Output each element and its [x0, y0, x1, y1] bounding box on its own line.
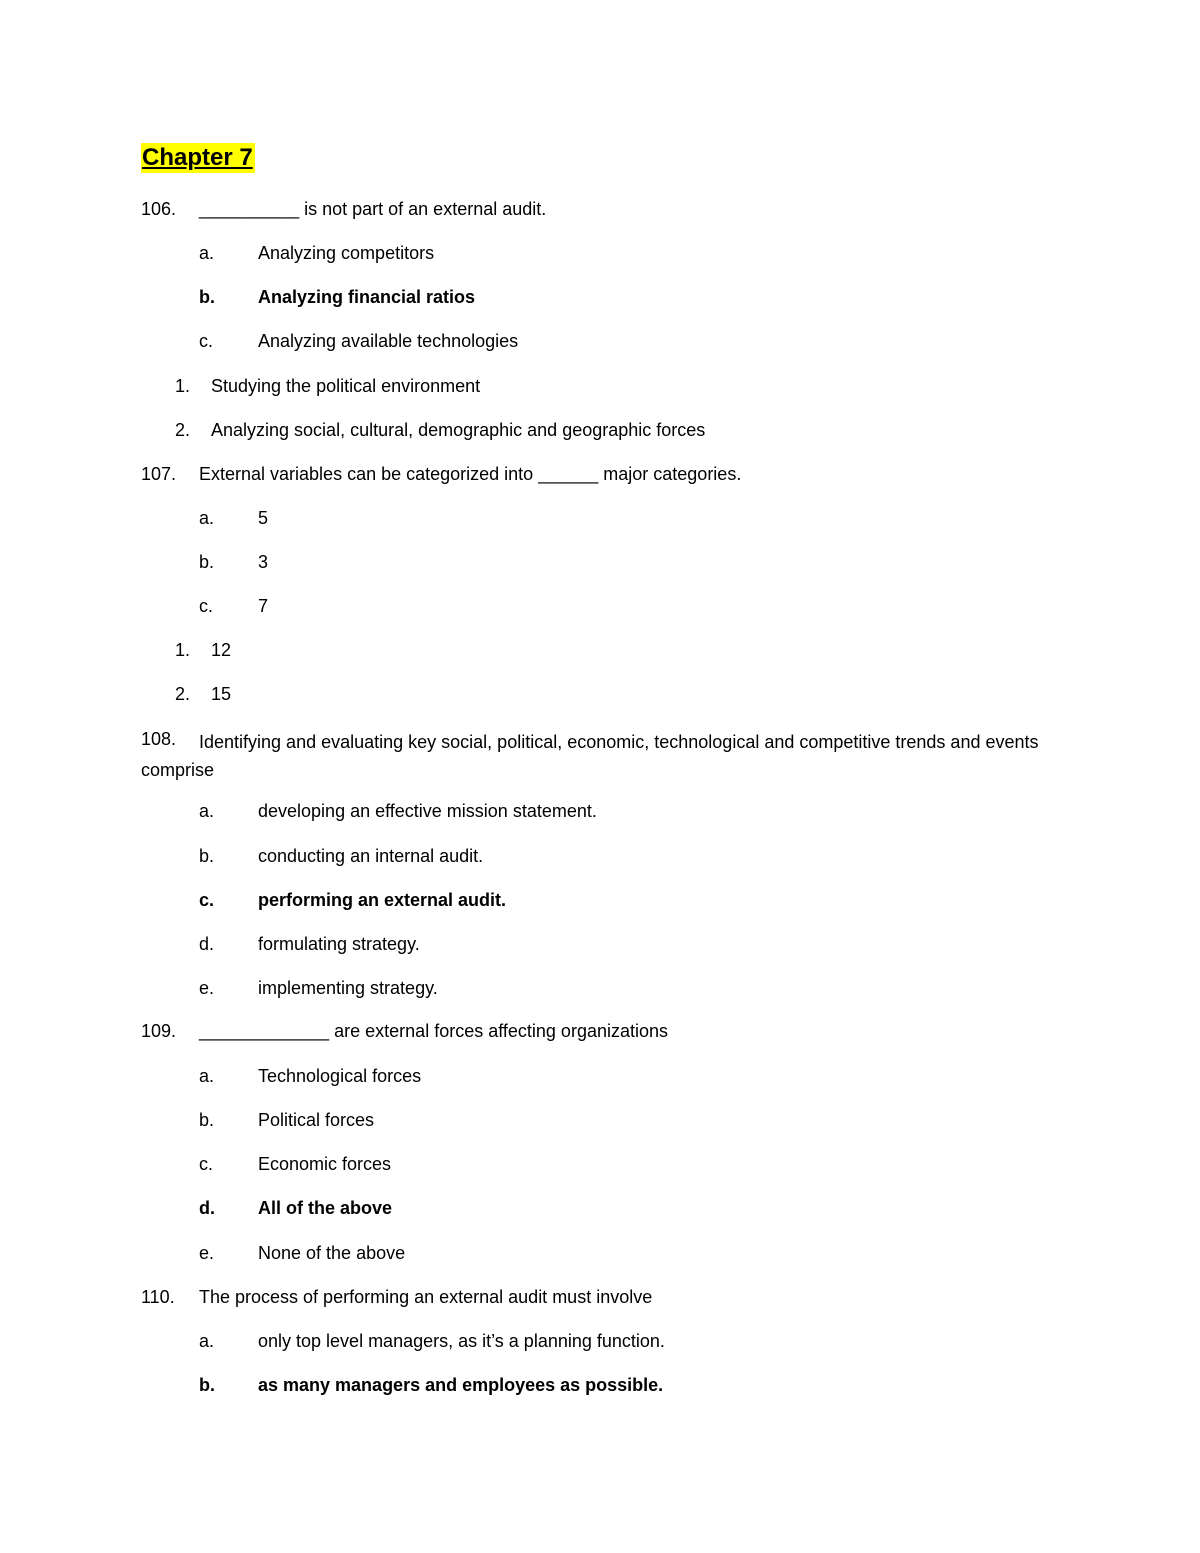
correct-option-text: performing an external audit.: [258, 890, 507, 910]
option-text: developing an effective mission statement.: [258, 801, 597, 821]
option-label: 1.: [175, 376, 191, 396]
option-text: conducting an internal audit.: [258, 846, 484, 866]
option-label: a.: [199, 1331, 215, 1351]
option-text: Analyzing competitors: [258, 243, 435, 263]
option-label: b.: [199, 846, 215, 866]
question-number: 106.: [141, 199, 177, 219]
option-label: 2.: [175, 420, 191, 440]
option-text: 12: [211, 640, 232, 660]
option-text: Studying the political environment: [211, 376, 481, 396]
option-label: a.: [199, 508, 215, 528]
option-label: c.: [199, 596, 214, 616]
option-text: Analyzing available technologies: [258, 331, 519, 351]
correct-option-text: Analyzing financial ratios: [258, 287, 476, 307]
option-label: a.: [199, 243, 215, 263]
question-text: _____________ are external forces affecting organizations: [199, 1021, 669, 1041]
option-label: c.: [199, 331, 214, 351]
option-text: 3: [258, 552, 269, 572]
question-number: 107.: [141, 464, 177, 484]
option-text: 5: [258, 508, 269, 528]
question-text: __________ is not part of an external audit.: [199, 199, 547, 219]
option-label: d.: [199, 934, 215, 954]
option-label: b.: [199, 552, 215, 572]
option-label: a.: [199, 1066, 215, 1086]
option-text: Economic forces: [258, 1154, 392, 1174]
option-text: Technological forces: [258, 1066, 422, 1086]
chapter-title: Chapter 7: [142, 144, 253, 171]
correct-option-text: All of the above: [258, 1198, 393, 1218]
correct-option-label: c.: [199, 890, 215, 910]
option-text: formulating strategy.: [258, 934, 420, 954]
option-label: 1.: [175, 640, 191, 660]
correct-option-label: b.: [199, 287, 215, 307]
option-label: c.: [199, 1154, 214, 1174]
option-text: only top level managers, as it’s a planning function.: [258, 1331, 665, 1351]
option-text: 7: [258, 596, 269, 616]
question-number: 108.: [141, 729, 177, 749]
option-label: e.: [199, 978, 215, 998]
question-text: The process of performing an external audit must involve: [199, 1287, 653, 1307]
question-number: 109.: [141, 1021, 177, 1041]
correct-option-label: d.: [199, 1198, 215, 1218]
correct-option-text: as many managers and employees as possible.: [258, 1375, 664, 1395]
question-text: External variables can be categorized into ______ major categories.: [199, 464, 742, 484]
option-text: Analyzing social, cultural, demographic and geographic forces: [211, 420, 706, 440]
question-text: Identifying and evaluating key social, political, economic, technological and competitive trends and events comprise: [141, 732, 1039, 780]
question-number: 110.: [141, 1287, 175, 1307]
option-label: 2.: [175, 684, 191, 704]
option-label: e.: [199, 1243, 215, 1263]
correct-option-label: b.: [199, 1375, 215, 1395]
option-text: implementing strategy.: [258, 978, 438, 998]
option-text: None of the above: [258, 1243, 406, 1263]
option-label: b.: [199, 1110, 215, 1130]
option-text: Political forces: [258, 1110, 375, 1130]
option-label: a.: [199, 801, 215, 821]
option-text: 15: [211, 684, 232, 704]
